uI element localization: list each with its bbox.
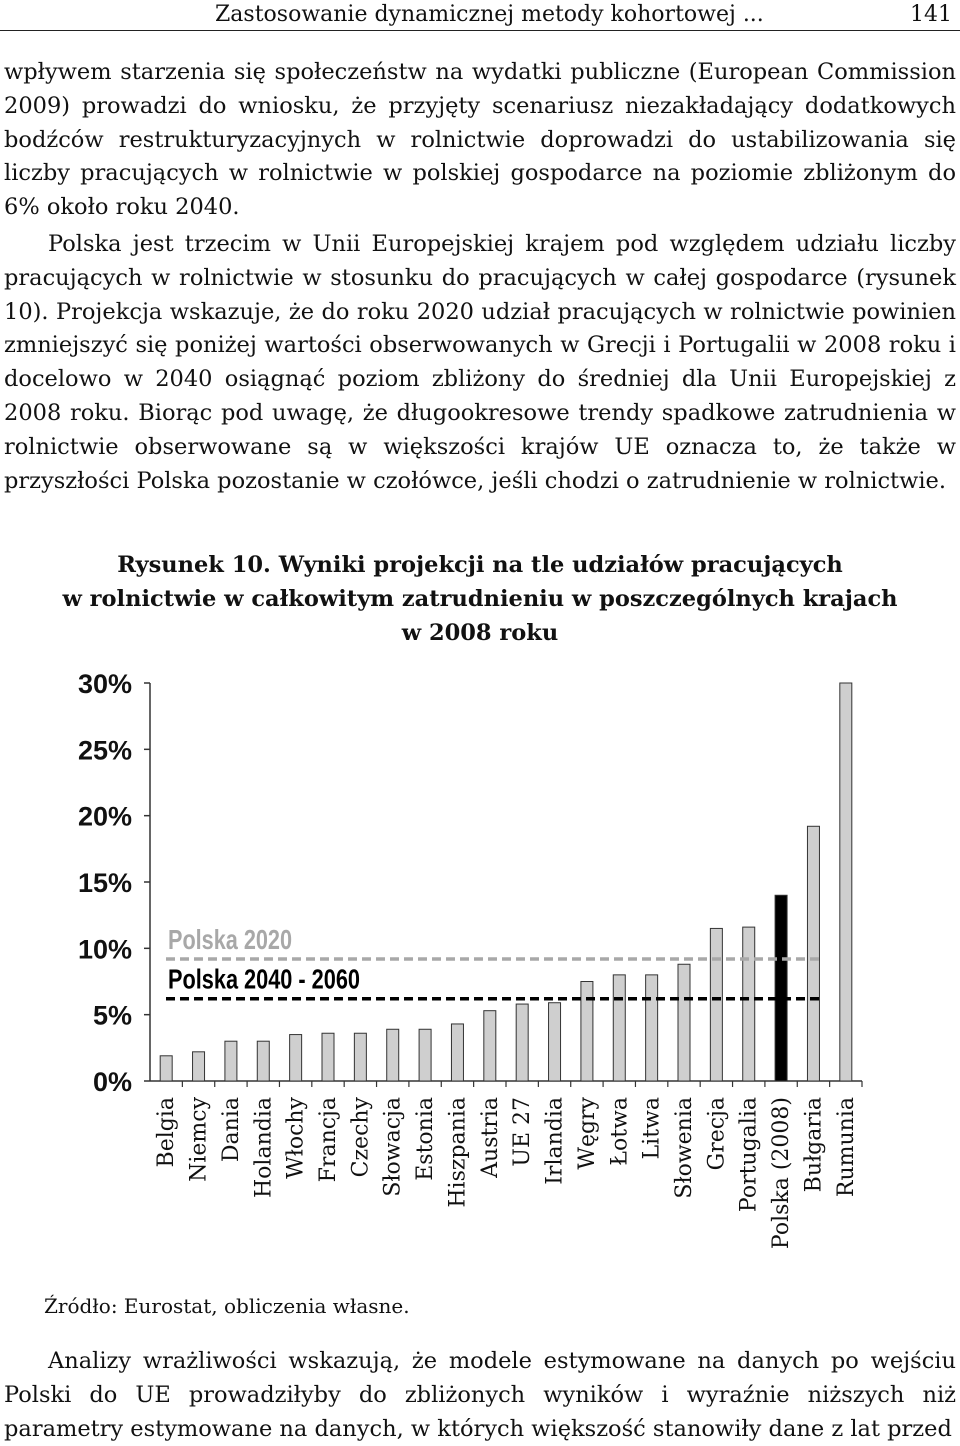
y-tick-label: 30% (77, 669, 132, 699)
y-tick-label: 25% (77, 735, 132, 766)
paragraph-2: Polska jest trzecim w Unii Europejskiej krajem pod względem udziału liczby pracujących w rolnictwie w stosunku do pracujących w całej gospodarce (rysunek 10). Projekcja wskazuje, że do roku 2020 udział pracujących w rolnictwie powinien zmniejszyć się poniżej wartości obserwowanych w Grecji i Portugalii w 2008 roku i docelowo w 2040 osiągnąć poziom zbliżony do średniej dla Unii Europejskiej z 2008 roku. Biorąc pod uwagę, że długookresowe trendy spadkowe zatrudnienia w rolnictwie obserwowane są w większości krajów UE oznacza to, że także w przyszłości Polska pozostanie w czołówce, jeśli chodzi o zatrudnienie w rolnictwie. (4, 231, 956, 494)
y-tick-label: 5% (92, 1000, 132, 1031)
y-tick-label: 10% (77, 934, 132, 965)
x-tick-label: Polska (2008) (769, 1097, 795, 1250)
x-tick-label: Łotwa (607, 1097, 633, 1166)
bar-7 (387, 1029, 399, 1081)
bar-0 (160, 1056, 172, 1081)
bar-6 (354, 1033, 366, 1081)
x-tick-label: Dania (218, 1097, 244, 1163)
bar-20 (807, 826, 819, 1081)
x-tick-label: Rumunia (833, 1097, 859, 1198)
x-tick-label: Czechy (348, 1097, 374, 1178)
reference-line-label-0: Polska 2020 (168, 923, 292, 955)
bar-11 (516, 1004, 528, 1081)
figure-caption-line-2: w rolnictwie w całkowitym zatrudnieniu w poszczególnych krajach (62, 586, 898, 612)
x-tick-label: Irlandia (542, 1097, 568, 1185)
figure-caption (0, 548, 960, 650)
paragraph-1: wpływem starzenia się społeczeństw na wydatki publiczne (European Commission 2009) prowadzi do wniosku, że przyjęty scenariusz niezakładający dodatkowych bodźców restrukturyzacyjnych w rolnictwie doprowadzi do ustabilizowania się liczby pracujących w rolnictwie w polskiej gospodarce na poziomie zbliżonym do 6% około roku 2040. (4, 59, 956, 221)
y-tick-label: 20% (77, 801, 132, 832)
bar-21 (840, 683, 852, 1081)
x-tick-label: Holandia (251, 1097, 277, 1198)
bar-chart (0, 660, 960, 1280)
bar-1 (193, 1052, 205, 1081)
y-tick-label: 15% (77, 868, 132, 898)
x-tick-label: Grecja (704, 1097, 730, 1171)
x-tick-label: Portugalia (736, 1097, 762, 1213)
running-title: Zastosowanie dynamicznej metody kohortowej ... (215, 2, 764, 27)
paragraph-3: Analizy wrażliwości wskazują, że modele estymowane na danych po wejściu Polski do UE prowadziłyby do zbliżonych wyników i wyraźnie niższych niż parametry estymowane na danych, w których większość stanowiły dane z lat przed (4, 1348, 956, 1442)
x-tick-label: Francja (316, 1097, 341, 1183)
bar-13 (581, 982, 593, 1082)
running-header (0, 0, 960, 31)
bar-14 (613, 975, 625, 1081)
x-tick-label: Bułgaria (801, 1097, 827, 1193)
bar-8 (419, 1029, 431, 1081)
x-tick-label: Słowacja (380, 1097, 406, 1197)
x-tick-label: UE 27 (510, 1097, 536, 1167)
bar-5 (322, 1033, 334, 1081)
figure-caption-line-3: w 2008 roku (401, 620, 559, 646)
x-tick-label: Niemcy (186, 1097, 212, 1182)
bar-16 (678, 964, 690, 1081)
page-number: 141 (910, 2, 952, 27)
bar-17 (710, 928, 722, 1081)
bar-3 (257, 1041, 269, 1081)
bar-2 (225, 1041, 237, 1081)
figure-caption-line-1: Rysunek 10. Wyniki projekcji na tle udziałów pracujących (117, 552, 843, 578)
bar-15 (646, 975, 658, 1081)
bar-4 (290, 1035, 302, 1081)
x-tick-label: Estonia (413, 1097, 439, 1181)
figure-source: Źródło: Eurostat, obliczenia własne. (44, 1294, 410, 1318)
x-tick-label: Węgry (574, 1097, 600, 1170)
x-tick-label: Słowenia (672, 1097, 697, 1199)
x-tick-label: Włochy (283, 1097, 309, 1179)
bar-18 (743, 927, 755, 1081)
reference-line-label-1: Polska 2040 - 2060 (168, 963, 360, 995)
bar-9 (451, 1024, 463, 1081)
y-tick-label: 0% (92, 1067, 132, 1097)
x-tick-label: Belgia (154, 1097, 180, 1168)
x-tick-label: Hiszpania (445, 1097, 471, 1208)
x-tick-label: Litwa (639, 1097, 665, 1160)
x-tick-label: Austria (477, 1097, 503, 1178)
bar-12 (549, 1003, 561, 1081)
bar-19 (775, 895, 787, 1081)
bar-10 (484, 1011, 496, 1081)
